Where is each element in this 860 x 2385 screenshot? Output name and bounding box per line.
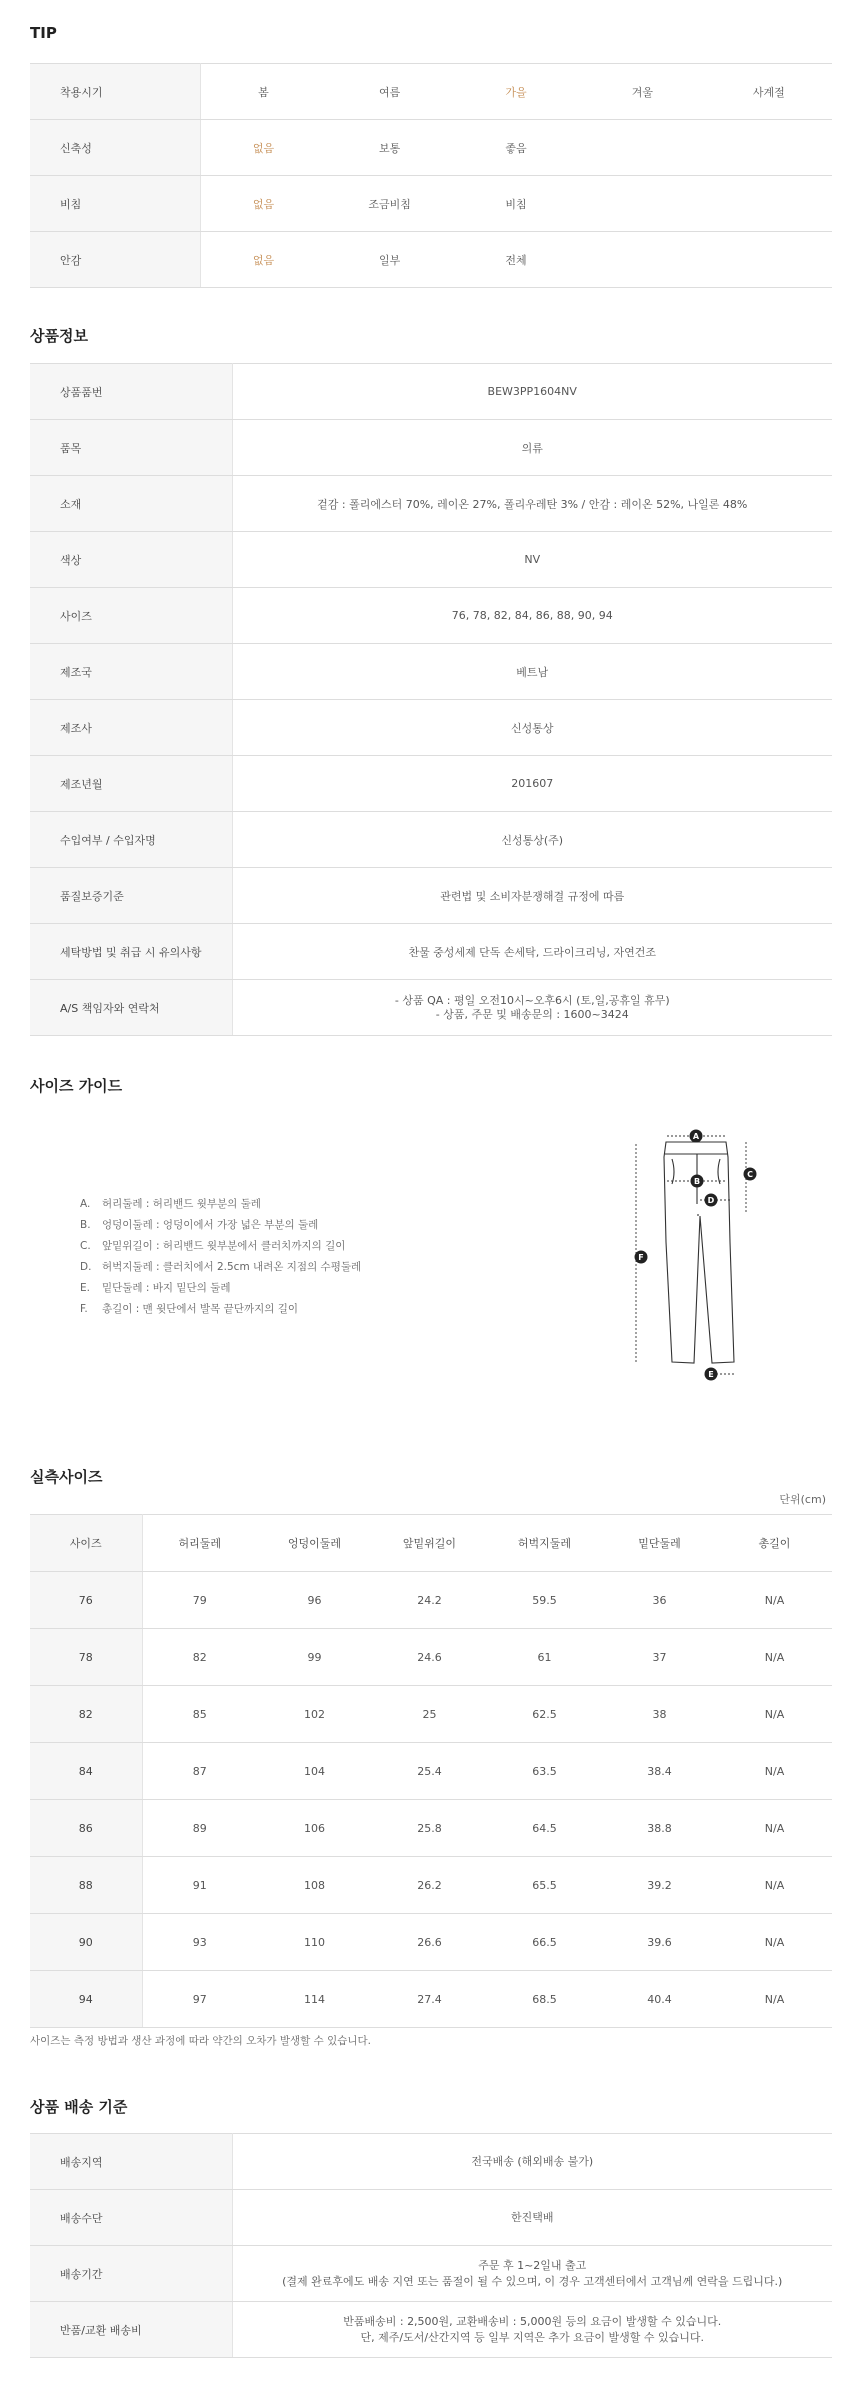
shipping-value — [232, 2246, 832, 2302]
shipping-row — [30, 2190, 832, 2246]
size-table-cell: 25 — [372, 1686, 487, 1743]
size-table-cell: 25.4 — [372, 1743, 487, 1800]
size-table-cell: 37 — [602, 1629, 717, 1686]
size-guide-item — [80, 1278, 361, 1299]
size-table-cell: 24.2 — [372, 1572, 487, 1629]
size-table-header: 허리둘레 — [142, 1515, 257, 1572]
size-table-row — [30, 1914, 832, 1971]
tip-option: 사계절 — [706, 64, 832, 120]
size-table-cell: 108 — [257, 1857, 372, 1914]
info-label: 품질보증기준 — [30, 868, 232, 924]
size-guide-letter: C. — [80, 1240, 91, 1252]
size-table-cell: 76 — [30, 1572, 142, 1629]
tip-option — [706, 232, 832, 288]
info-label: 세탁방법 및 취급 시 유의사항 — [30, 924, 232, 980]
size-guide-letter: A. — [80, 1198, 91, 1210]
shipping-label: 배송기간 — [30, 2246, 232, 2302]
size-table-cell: 86 — [30, 1800, 142, 1857]
size-table-header: 총길이 — [717, 1515, 832, 1572]
size-guide-item — [80, 1194, 361, 1215]
size-table-cell: 90 — [30, 1914, 142, 1971]
tip-row — [30, 120, 832, 176]
tip-row — [30, 176, 832, 232]
size-guide-item — [80, 1257, 361, 1278]
shipping-line: 단, 제주/도서/산간지역 등 일부 지역은 추가 요금이 발생할 수 있습니다. — [360, 2330, 704, 2344]
size-table-cell: 26.6 — [372, 1914, 487, 1971]
shipping-row — [30, 2246, 832, 2302]
shipping-table — [30, 2133, 832, 2358]
info-row — [30, 644, 832, 700]
size-table-cell: 85 — [142, 1686, 257, 1743]
tip-option — [706, 176, 832, 232]
shipping-row — [30, 2302, 832, 2358]
size-guide-list — [80, 1194, 361, 1320]
size-table-row — [30, 1971, 832, 2028]
real-size-title: 실측사이즈 — [30, 1468, 103, 1486]
shipping-row — [30, 2134, 832, 2190]
size-table-cell: 89 — [142, 1800, 257, 1857]
tip-option: 없음 — [200, 120, 326, 176]
info-value: 의류 — [232, 420, 832, 476]
size-table-cell: N/A — [717, 1800, 832, 1857]
size-table-row — [30, 1857, 832, 1914]
tip-option: 좋음 — [453, 120, 579, 176]
size-table-cell: 40.4 — [602, 1971, 717, 2028]
size-table-cell: 97 — [142, 1971, 257, 2028]
info-row — [30, 756, 832, 812]
info-row — [30, 700, 832, 756]
tip-option — [706, 120, 832, 176]
tip-table — [30, 63, 832, 288]
size-table-header: 엉덩이둘레 — [257, 1515, 372, 1572]
size-table-cell: 79 — [142, 1572, 257, 1629]
size-table-row — [30, 1629, 832, 1686]
info-label: 소재 — [30, 476, 232, 532]
size-table-cell: N/A — [717, 1971, 832, 2028]
info-label: 제조사 — [30, 700, 232, 756]
info-value: BEW3PP1604NV — [232, 364, 832, 420]
size-table-cell: 87 — [142, 1743, 257, 1800]
shipping-label: 배송지역 — [30, 2134, 232, 2190]
size-table-cell: N/A — [717, 1857, 832, 1914]
size-table-cell: 38.8 — [602, 1800, 717, 1857]
tip-option — [579, 120, 705, 176]
size-table-row — [30, 1572, 832, 1629]
size-table-cell: N/A — [717, 1743, 832, 1800]
size-table-cell: 94 — [30, 1971, 142, 2028]
info-row — [30, 812, 832, 868]
info-label: 색상 — [30, 532, 232, 588]
tip-title: TIP — [30, 24, 57, 42]
info-value: 신성통상 — [232, 700, 832, 756]
tip-row-label: 착용시기 — [30, 64, 200, 120]
shipping-label: 배송수단 — [30, 2190, 232, 2246]
info-value: 관련법 및 소비자분쟁해결 규정에 따름 — [232, 868, 832, 924]
size-table-cell: 78 — [30, 1629, 142, 1686]
size-guide-letter: E. — [80, 1282, 90, 1294]
tip-option: 겨울 — [579, 64, 705, 120]
unit-label: 단위(cm) — [779, 1493, 826, 1506]
size-table-row — [30, 1743, 832, 1800]
size-table-cell: 62.5 — [487, 1686, 602, 1743]
size-table-cell: 64.5 — [487, 1800, 602, 1857]
info-row — [30, 868, 832, 924]
as-contact-line: - 상품 QA : 평일 오전10시~오후6시 (토,일,공휴일 휴무) — [394, 993, 670, 1007]
shipping-label: 반품/교환 배송비 — [30, 2302, 232, 2358]
size-table-cell: N/A — [717, 1572, 832, 1629]
tip-option — [579, 232, 705, 288]
size-guide-text: 앞밑위길이 : 허리밴드 윗부분에서 클러치까지의 길이 — [102, 1240, 346, 1252]
tip-row-label: 비침 — [30, 176, 200, 232]
tip-option: 보통 — [326, 120, 452, 176]
shipping-line: 반품배송비 : 2,500원, 교환배송비 : 5,000원 등의 요금이 발생할 수 있습니다. — [343, 2314, 722, 2328]
real-size-table — [30, 1514, 832, 2028]
size-guide-item — [80, 1299, 361, 1320]
size-guide-letter: B. — [80, 1219, 91, 1231]
shipping-line: 전국배송 (해외배송 불가) — [471, 2154, 594, 2168]
size-table-cell: 114 — [257, 1971, 372, 2028]
size-table-cell: 102 — [257, 1686, 372, 1743]
shipping-line: 주문 후 1~2일내 출고 — [478, 2258, 587, 2272]
shipping-value — [232, 2302, 832, 2358]
size-table-cell: 106 — [257, 1800, 372, 1857]
tip-option: 비침 — [453, 176, 579, 232]
size-table-cell: 26.2 — [372, 1857, 487, 1914]
info-label: 수입여부 / 수입자명 — [30, 812, 232, 868]
size-table-header: 밑단둘레 — [602, 1515, 717, 1572]
info-value: 겉감 : 폴리에스터 70%, 레이온 27%, 폴리우레탄 3% / 안감 : 레이온 52%, 나일론 48% — [232, 476, 832, 532]
as-contact-value — [232, 980, 832, 1036]
product-info-table — [30, 363, 832, 1036]
diagram-label-a: A — [692, 1132, 700, 1141]
size-table-cell: 88 — [30, 1857, 142, 1914]
info-label: 사이즈 — [30, 588, 232, 644]
size-table-row — [30, 1800, 832, 1857]
size-guide-text: 허리둘레 : 허리밴드 윗부분의 둘레 — [102, 1198, 261, 1210]
info-label: 상품품번 — [30, 364, 232, 420]
as-contact-line: - 상품, 주문 및 배송문의 : 1600~3424 — [435, 1007, 629, 1021]
size-table-cell: 27.4 — [372, 1971, 487, 2028]
size-guide-text: 총길이 : 맨 윗단에서 발목 끝단까지의 길이 — [102, 1303, 298, 1315]
size-guide-text: 허벅지둘레 : 클러치에서 2.5cm 내려온 지점의 수평둘레 — [102, 1261, 362, 1273]
size-guide-item — [80, 1236, 361, 1257]
info-label: A/S 책임자와 연락처 — [30, 980, 232, 1036]
info-value: 76, 78, 82, 84, 86, 88, 90, 94 — [232, 588, 832, 644]
tip-row — [30, 64, 832, 120]
shipping-title: 상품 배송 기준 — [30, 2098, 128, 2116]
size-table-row — [30, 1686, 832, 1743]
info-row — [30, 420, 832, 476]
info-row — [30, 476, 832, 532]
tip-option: 조금비침 — [326, 176, 452, 232]
size-table-cell: 36 — [602, 1572, 717, 1629]
size-table-cell: 99 — [257, 1629, 372, 1686]
size-table-cell: 104 — [257, 1743, 372, 1800]
size-guide-text: 밑단둘레 : 바지 밑단의 둘레 — [102, 1282, 231, 1294]
info-row-as — [30, 980, 832, 1036]
tip-row-label: 안감 — [30, 232, 200, 288]
diagram-label-d: D — [707, 1196, 715, 1205]
size-table-header: 사이즈 — [30, 1515, 142, 1572]
info-value: 베트남 — [232, 644, 832, 700]
size-table-cell: 63.5 — [487, 1743, 602, 1800]
info-value: NV — [232, 532, 832, 588]
size-table-cell: 84 — [30, 1743, 142, 1800]
diagram-label-e: E — [708, 1370, 714, 1379]
size-table-cell: 66.5 — [487, 1914, 602, 1971]
size-table-header: 앞밑위길이 — [372, 1515, 487, 1572]
size-table-cell: 39.2 — [602, 1857, 717, 1914]
tip-option: 전체 — [453, 232, 579, 288]
info-value: 찬물 중성세제 단독 손세탁, 드라이크리닝, 자연건조 — [232, 924, 832, 980]
tip-option: 없음 — [200, 232, 326, 288]
size-table-cell: 24.6 — [372, 1629, 487, 1686]
size-guide-text: 엉덩이둘레 : 엉덩이에서 가장 넓은 부분의 둘레 — [102, 1219, 319, 1231]
info-label: 제조국 — [30, 644, 232, 700]
size-table-cell: N/A — [717, 1686, 832, 1743]
size-table-cell: 93 — [142, 1914, 257, 1971]
info-label: 품목 — [30, 420, 232, 476]
size-table-cell: 65.5 — [487, 1857, 602, 1914]
info-row — [30, 588, 832, 644]
shipping-line: (결제 완료후에도 배송 지연 또는 품절이 될 수 있으며, 이 경우 고객센터에서 고객님께 연락을 드립니다.) — [282, 2274, 783, 2288]
tip-option: 봄 — [200, 64, 326, 120]
info-label: 제조년월 — [30, 756, 232, 812]
size-table-cell: N/A — [717, 1629, 832, 1686]
shipping-value — [232, 2134, 832, 2190]
size-table-cell: 25.8 — [372, 1800, 487, 1857]
info-row — [30, 924, 832, 980]
tip-option — [579, 176, 705, 232]
pants-diagram — [620, 1112, 780, 1402]
tip-row — [30, 232, 832, 288]
diagram-label-b: B — [693, 1177, 701, 1186]
size-table-cell: 59.5 — [487, 1572, 602, 1629]
size-table-cell: 39.6 — [602, 1914, 717, 1971]
tip-option: 없음 — [200, 176, 326, 232]
info-row — [30, 364, 832, 420]
size-guide-letter: D. — [80, 1261, 92, 1273]
size-guide-item — [80, 1215, 361, 1236]
size-table-cell: 82 — [142, 1629, 257, 1686]
product-info-title: 상품정보 — [30, 327, 88, 345]
shipping-line: 한진택배 — [510, 2210, 554, 2224]
tip-option: 여름 — [326, 64, 452, 120]
size-table-cell: 91 — [142, 1857, 257, 1914]
info-value: 201607 — [232, 756, 832, 812]
size-table-cell: 38.4 — [602, 1743, 717, 1800]
info-value: 신성통상(주) — [232, 812, 832, 868]
size-table-cell: N/A — [717, 1914, 832, 1971]
tip-option: 일부 — [326, 232, 452, 288]
size-guide-letter: F. — [80, 1303, 88, 1315]
diagram-label-c: C — [747, 1170, 753, 1179]
size-table-header: 허벅지둘레 — [487, 1515, 602, 1572]
info-row — [30, 532, 832, 588]
diagram-label-f: F — [638, 1253, 644, 1262]
tip-row-label: 신축성 — [30, 120, 200, 176]
size-note: 사이즈는 측정 방법과 생산 과정에 따라 약간의 오차가 발생할 수 있습니다. — [30, 2035, 372, 2047]
size-table-cell: 38 — [602, 1686, 717, 1743]
size-table-cell: 68.5 — [487, 1971, 602, 2028]
size-table-cell: 82 — [30, 1686, 142, 1743]
size-table-cell: 96 — [257, 1572, 372, 1629]
size-table-cell: 110 — [257, 1914, 372, 1971]
size-table-cell: 61 — [487, 1629, 602, 1686]
size-guide-title: 사이즈 가이드 — [30, 1077, 123, 1095]
tip-option: 가을 — [453, 64, 579, 120]
shipping-value — [232, 2190, 832, 2246]
